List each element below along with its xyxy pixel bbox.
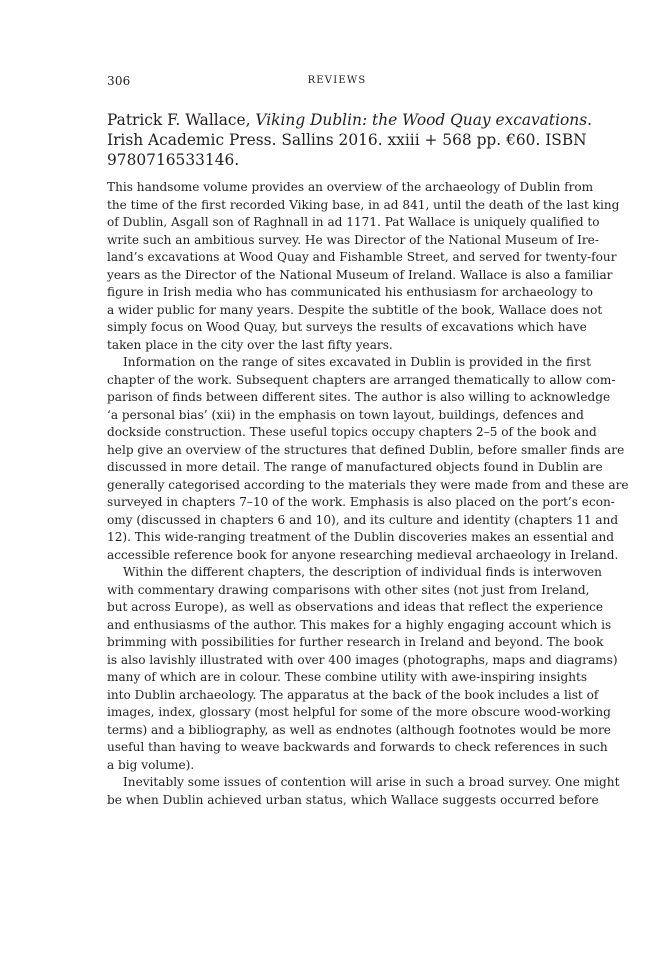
text-line: help give an overview of the structures that defined Dublin, before smaller finds are <box>107 442 625 457</box>
text-line: of Dublin, Asgall son of Raghnall in ad 1171. Pat Wallace is uniquely qualified to <box>107 215 600 229</box>
text-line: brimming with possibilities for further research in Ireland and beyond. The book <box>107 635 604 649</box>
text-line: a big volume). <box>107 757 195 772</box>
text-line: write such an ambitious survey. He was Director of the National Museum of Ire- <box>107 232 599 247</box>
text-line: taken place in the city over the last fifty years. <box>107 337 393 352</box>
text-line: accessible reference book for anyone researching medieval archaeology in Ireland. <box>107 547 619 562</box>
citation-book-title: Viking Dublin: the Wood Quay excavations <box>255 111 588 129</box>
text-line: Within the different chapters, the description of individual finds is interwoven <box>123 565 602 579</box>
citation-line-1 <box>107 110 592 130</box>
text-line: ‘a personal bias’ (xii) in the emphasis on town layout, buildings, defences and <box>107 407 584 422</box>
citation-punct: . <box>587 111 592 129</box>
text-line: figure in Irish media who has communicated his enthusiasm for archaeology to <box>107 285 593 299</box>
text-line: terms) and a bibliography, as well as endnotes (although footnotes would be more <box>107 722 611 737</box>
text-line: but across Europe), as well as observations and ideas that reflect the experience <box>107 600 604 614</box>
text-line: simply focus on Wood Quay, but surveys the results of excavations which have <box>107 320 587 334</box>
paragraph <box>107 564 618 774</box>
text-line: images, index, glossary (most helpful for some of the more obscure wood-working <box>107 705 611 719</box>
text-line: a wider public for many years. Despite the subtitle of the book, Wallace does not <box>107 302 603 317</box>
text-line: Information on the range of sites excavated in Dublin is provided in the first <box>123 355 591 369</box>
section-title: REVIEWS <box>307 75 367 86</box>
text-line: parison of finds between different sites. The author is also willing to acknowledge <box>107 390 611 404</box>
text-line: the time of the first recorded Viking base, in ad 841, until the death of the last king <box>107 197 620 212</box>
text-line: with commentary drawing comparisons with other sites (not just from Ireland, <box>107 582 590 597</box>
text-line: years as the Director of the National Museum of Ireland. Wallace is also a familiar <box>107 267 613 282</box>
text-line: useful than having to weave backwards and forwards to check references in such <box>107 740 608 754</box>
text-line: discussed in more detail. The range of manufactured objects found in Dublin are <box>107 460 603 474</box>
text-line: omy (discussed in chapters 6 and 10), and its culture and identity (chapters 11 and <box>107 512 619 527</box>
text-line: This handsome volume provides an overview of the archaeology of Dublin from <box>107 180 594 194</box>
citation-line-3: 9780716533146. <box>107 151 240 169</box>
text-line: be when Dublin achieved urban status, which Wallace suggests occurred before <box>107 792 599 807</box>
text-line: and enthusiasms of the author. This makes for a highly engaging account which is <box>107 617 612 632</box>
citation-author: Patrick F. Wallace, <box>107 111 256 129</box>
running-head <box>107 74 567 90</box>
text-line: chapter of the work. Subsequent chapters are arranged thematically to allow com- <box>107 372 616 387</box>
text-line: Inevitably some issues of contention will arise in such a broad survey. One might <box>123 775 620 789</box>
text-line: land’s excavations at Wood Quay and Fishamble Street, and served for twenty-four <box>107 250 617 264</box>
review-citation <box>107 110 592 170</box>
page-number: 306 <box>107 74 131 88</box>
text-line: many of which are in colour. These combine utility with awe-inspiring insights <box>107 670 588 684</box>
review-body <box>107 179 629 809</box>
text-line: 12). This wide-ranging treatment of the Dublin discoveries makes an essential and <box>107 530 615 544</box>
citation-line-2: Irish Academic Press. Sallins 2016. xxiii + 568 pp. €60. ISBN <box>107 131 587 149</box>
text-line: is also lavishly illustrated with over 400 images (photographs, maps and diagrams) <box>107 652 618 667</box>
paragraph <box>107 774 620 809</box>
paragraph <box>107 354 629 564</box>
paragraph <box>107 179 620 354</box>
text-line: into Dublin archaeology. The apparatus at the back of the book includes a list of <box>107 687 599 702</box>
text-line: dockside construction. These useful topics occupy chapters 2–5 of the book and <box>107 425 597 439</box>
text-line: surveyed in chapters 7–10 of the work. Emphasis is also placed on the port’s econ- <box>107 495 615 509</box>
text-line: generally categorised according to the materials they were made from and these are <box>107 477 629 492</box>
